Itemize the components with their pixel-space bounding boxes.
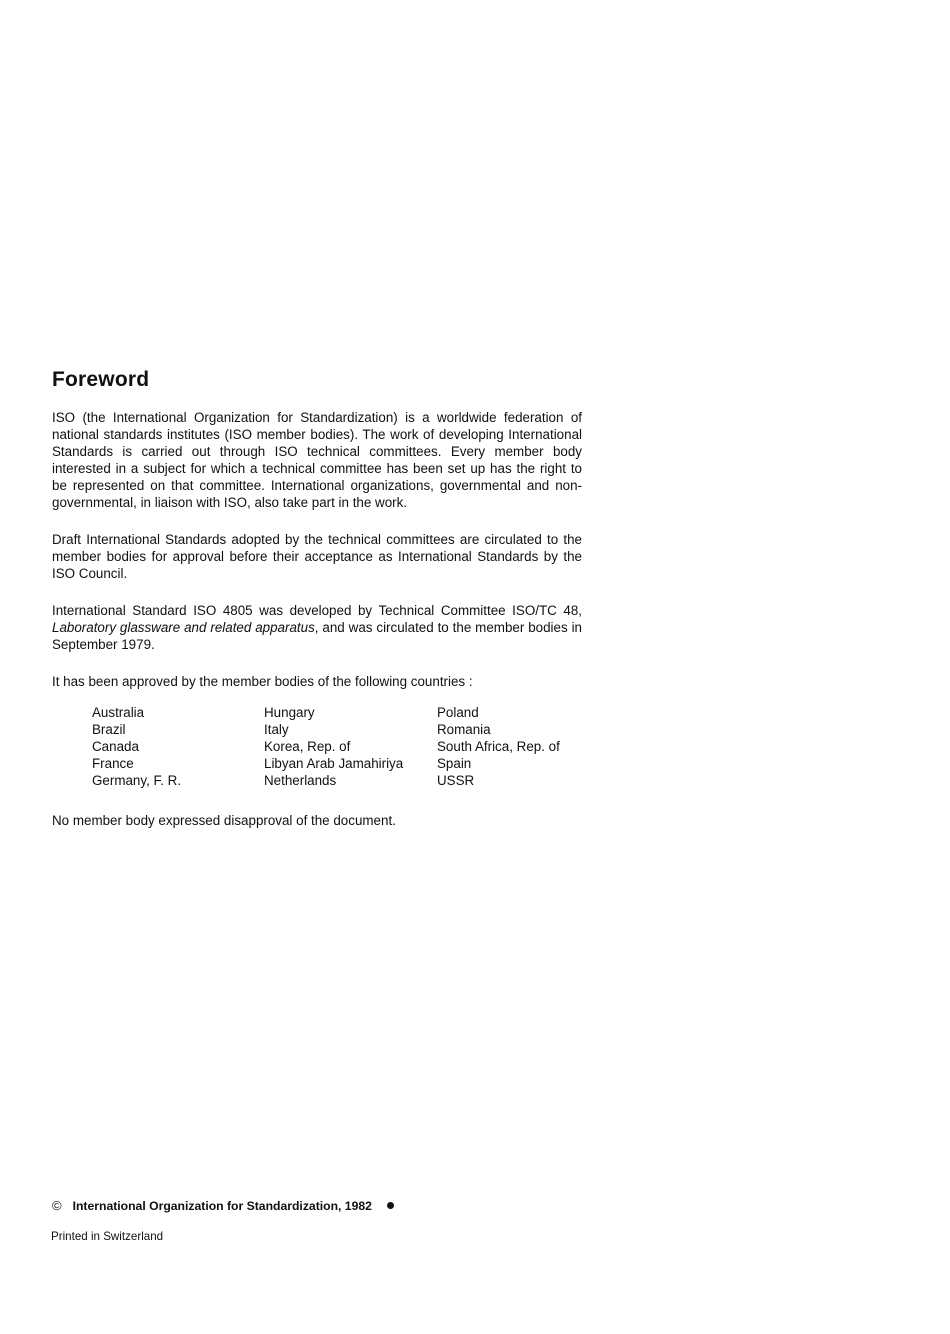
printed-in-note: Printed in Switzerland bbox=[51, 1230, 164, 1243]
country-item: Spain bbox=[437, 756, 472, 771]
country-item: Australia bbox=[92, 705, 145, 720]
country-item: Germany, F. R. bbox=[92, 773, 182, 788]
iso-4805-text-start: International Standard ISO 4805 was developed by Technical Committee ISO/TC 48, bbox=[52, 603, 582, 618]
committee-title-italic: Laboratory glassware and related apparatus bbox=[52, 620, 315, 635]
countries-column-2 bbox=[264, 704, 437, 789]
copyright-text: International Organization for Standardization, 1982 bbox=[72, 1198, 372, 1213]
country-item: South Africa, Rep. of bbox=[437, 739, 560, 754]
paragraph-iso-intro: ISO (the International Organization for Standardization) is a worldwide federation of national standards institutes (ISO member bodies). The work of developing International Standards is carried out through ISO technical committees. Every member body interested in a subject for which a technical committee has been set up has the right to be represented on that committee. International organizations, governmental and non-governmental, in liaison with ISO, also take part in the work. bbox=[52, 410, 582, 510]
bullet-dot-icon bbox=[387, 1202, 394, 1209]
copyright-icon: © bbox=[52, 1198, 62, 1213]
country-item: Netherlands bbox=[264, 773, 337, 788]
paragraph-no-disapproval: No member body expressed disapproval of the document. bbox=[52, 813, 396, 828]
country-item: Hungary bbox=[264, 705, 315, 720]
country-item: Poland bbox=[437, 705, 479, 720]
country-item: France bbox=[92, 756, 134, 771]
paragraph-draft-standards: Draft International Standards adopted by the technical committees are circulated to the member bodies for approval before their acceptance as International Standards by the ISO Council. bbox=[52, 532, 582, 581]
country-item: Romania bbox=[437, 722, 491, 737]
countries-column-1 bbox=[92, 704, 264, 789]
iso-4805-text-end: , and was circulated to the member bodies in September 1979. bbox=[52, 620, 582, 652]
countries-column-3 bbox=[437, 704, 607, 789]
copyright-line bbox=[52, 1198, 394, 1213]
country-item: Korea, Rep. of bbox=[264, 739, 351, 754]
countries-list bbox=[92, 704, 582, 789]
page-title: Foreword bbox=[52, 368, 150, 391]
country-item: USSR bbox=[437, 773, 475, 788]
country-item: Brazil bbox=[92, 722, 126, 737]
paragraph-approval: It has been approved by the member bodies of the following countries : bbox=[52, 674, 473, 689]
country-item: Libyan Arab Jamahiriya bbox=[264, 756, 404, 771]
paragraph-iso-4805 bbox=[52, 602, 582, 653]
country-item: Canada bbox=[92, 739, 139, 754]
country-item: Italy bbox=[264, 722, 289, 737]
foreword-section bbox=[52, 368, 582, 849]
